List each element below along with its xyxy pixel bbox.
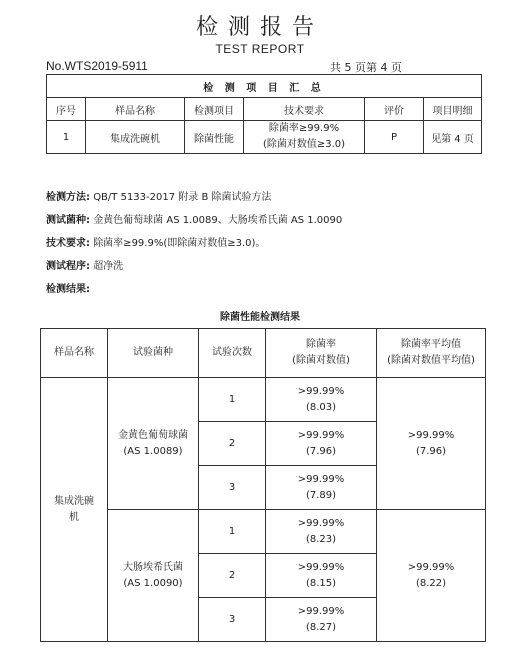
strain-2-name: 大肠埃希氏菌 (123, 561, 183, 573)
rate-value: >99.99% (297, 605, 345, 617)
cell-no: 1 (47, 121, 86, 154)
sample-name-line-1: 集成洗碗 (54, 495, 94, 507)
requirement-line-2: (除菌对数值≥3.0) (262, 139, 346, 150)
col-header-average (377, 329, 486, 378)
average-rate-value: >99.99% (407, 429, 455, 441)
cell-evaluation: P (365, 121, 424, 154)
requirement-value: 除菌率≥99.9%(即除菌对数值≥3.0)。 (93, 238, 266, 249)
cell-requirement (244, 121, 365, 154)
report-title: 检测报告 (195, 15, 324, 40)
col-header-no: 序号 (47, 98, 86, 121)
col-header-evaluation: 评价 (365, 98, 424, 121)
cell-sample: 集成洗碗机 (86, 121, 185, 154)
strain-1-name: 金黄色葡萄球菌 (118, 429, 188, 441)
summary-table (46, 74, 482, 154)
log-value: (8.23) (305, 533, 337, 545)
cell-rate (266, 554, 377, 598)
log-value: (7.89) (305, 489, 337, 501)
requirement-line (46, 234, 265, 249)
col-header-item: 检测项目 (185, 98, 244, 121)
page-info: 共 5 页第 4 页 (330, 61, 402, 74)
table-row (41, 378, 486, 422)
average-log-value: (8.22) (415, 577, 447, 589)
method-line (46, 188, 271, 203)
cell-rate (266, 378, 377, 422)
col-header-sample-name: 样品名称 (41, 329, 108, 378)
average-log-value: (7.96) (415, 445, 447, 457)
rate-value: >99.99% (297, 385, 345, 397)
col-header-rate (266, 329, 377, 378)
method-value: QB/T 5133-2017 附录 B 除菌试验方法 (93, 192, 272, 203)
results-table (40, 328, 486, 642)
summary-section-title: 检 测 项 目 汇 总 (47, 75, 482, 98)
log-value: (8.15) (305, 577, 337, 589)
strain-value: 金黄色葡萄球菌 AS 1.0089、大肠埃希氏菌 AS 1.0090 (93, 215, 343, 226)
cell-trial-no: 2 (199, 422, 266, 466)
col-header-requirement: 技术要求 (244, 98, 365, 121)
rate-value: >99.99% (297, 473, 345, 485)
procedure-line (46, 257, 123, 272)
cell-detail: 见第 4 页 (424, 121, 482, 154)
result-line (46, 280, 90, 295)
cell-strain-1 (108, 378, 199, 510)
col-header-trials: 试验次数 (199, 329, 266, 378)
method-label: 检测方法: (46, 192, 90, 203)
cell-average-1 (377, 378, 486, 510)
cell-rate (266, 598, 377, 642)
cell-average-2 (377, 510, 486, 642)
col-header-detail: 项目明细 (424, 98, 482, 121)
rate-value: >99.99% (297, 561, 345, 573)
cell-rate (266, 510, 377, 554)
cell-trial-no: 2 (199, 554, 266, 598)
cell-rate (266, 422, 377, 466)
log-value: (8.27) (305, 621, 337, 633)
rate-header-line-1: 除菌率 (306, 339, 336, 350)
col-header-sample: 样品名称 (86, 98, 185, 121)
table-row (41, 510, 486, 554)
results-header-row (41, 329, 486, 378)
strain-1-code: (AS 1.0089) (123, 445, 183, 457)
cell-sample-name (41, 378, 108, 642)
strain-2-code: (AS 1.0090) (123, 577, 183, 589)
sample-name-line-2: 机 (69, 511, 79, 523)
procedure-label: 测试程序: (46, 261, 90, 272)
rate-value: >99.99% (297, 429, 345, 441)
strain-label: 测试菌种: (46, 215, 90, 226)
cell-rate (266, 466, 377, 510)
log-value: (7.96) (305, 445, 337, 457)
cell-trial-no: 3 (199, 598, 266, 642)
results-title: 除菌性能检测结果 (220, 312, 300, 323)
cell-trial-no: 1 (199, 378, 266, 422)
result-label: 检测结果: (46, 284, 90, 295)
rate-header-line-2: (除菌对数值) (292, 355, 350, 366)
table-row (47, 121, 482, 154)
requirement-line-1: 除菌率≥99.9% (268, 123, 340, 134)
log-value: (8.03) (305, 401, 337, 413)
cell-trial-no: 3 (199, 466, 266, 510)
report-subtitle: TEST REPORT (215, 42, 305, 56)
col-header-strain: 试验菌种 (108, 329, 199, 378)
report-number: No.WTS2019-5911 (46, 59, 148, 73)
average-rate-value: >99.99% (407, 561, 455, 573)
requirement-label: 技术要求: (46, 238, 90, 249)
average-header-line-1: 除菌率平均值 (401, 339, 461, 350)
strain-line (46, 211, 342, 226)
cell-strain-2 (108, 510, 199, 642)
rate-value: >99.99% (297, 517, 345, 529)
cell-item: 除菌性能 (185, 121, 244, 154)
average-header-line-2: (除菌对数值平均值) (387, 355, 475, 366)
procedure-value: 超净洗 (93, 261, 124, 272)
cell-trial-no: 1 (199, 510, 266, 554)
